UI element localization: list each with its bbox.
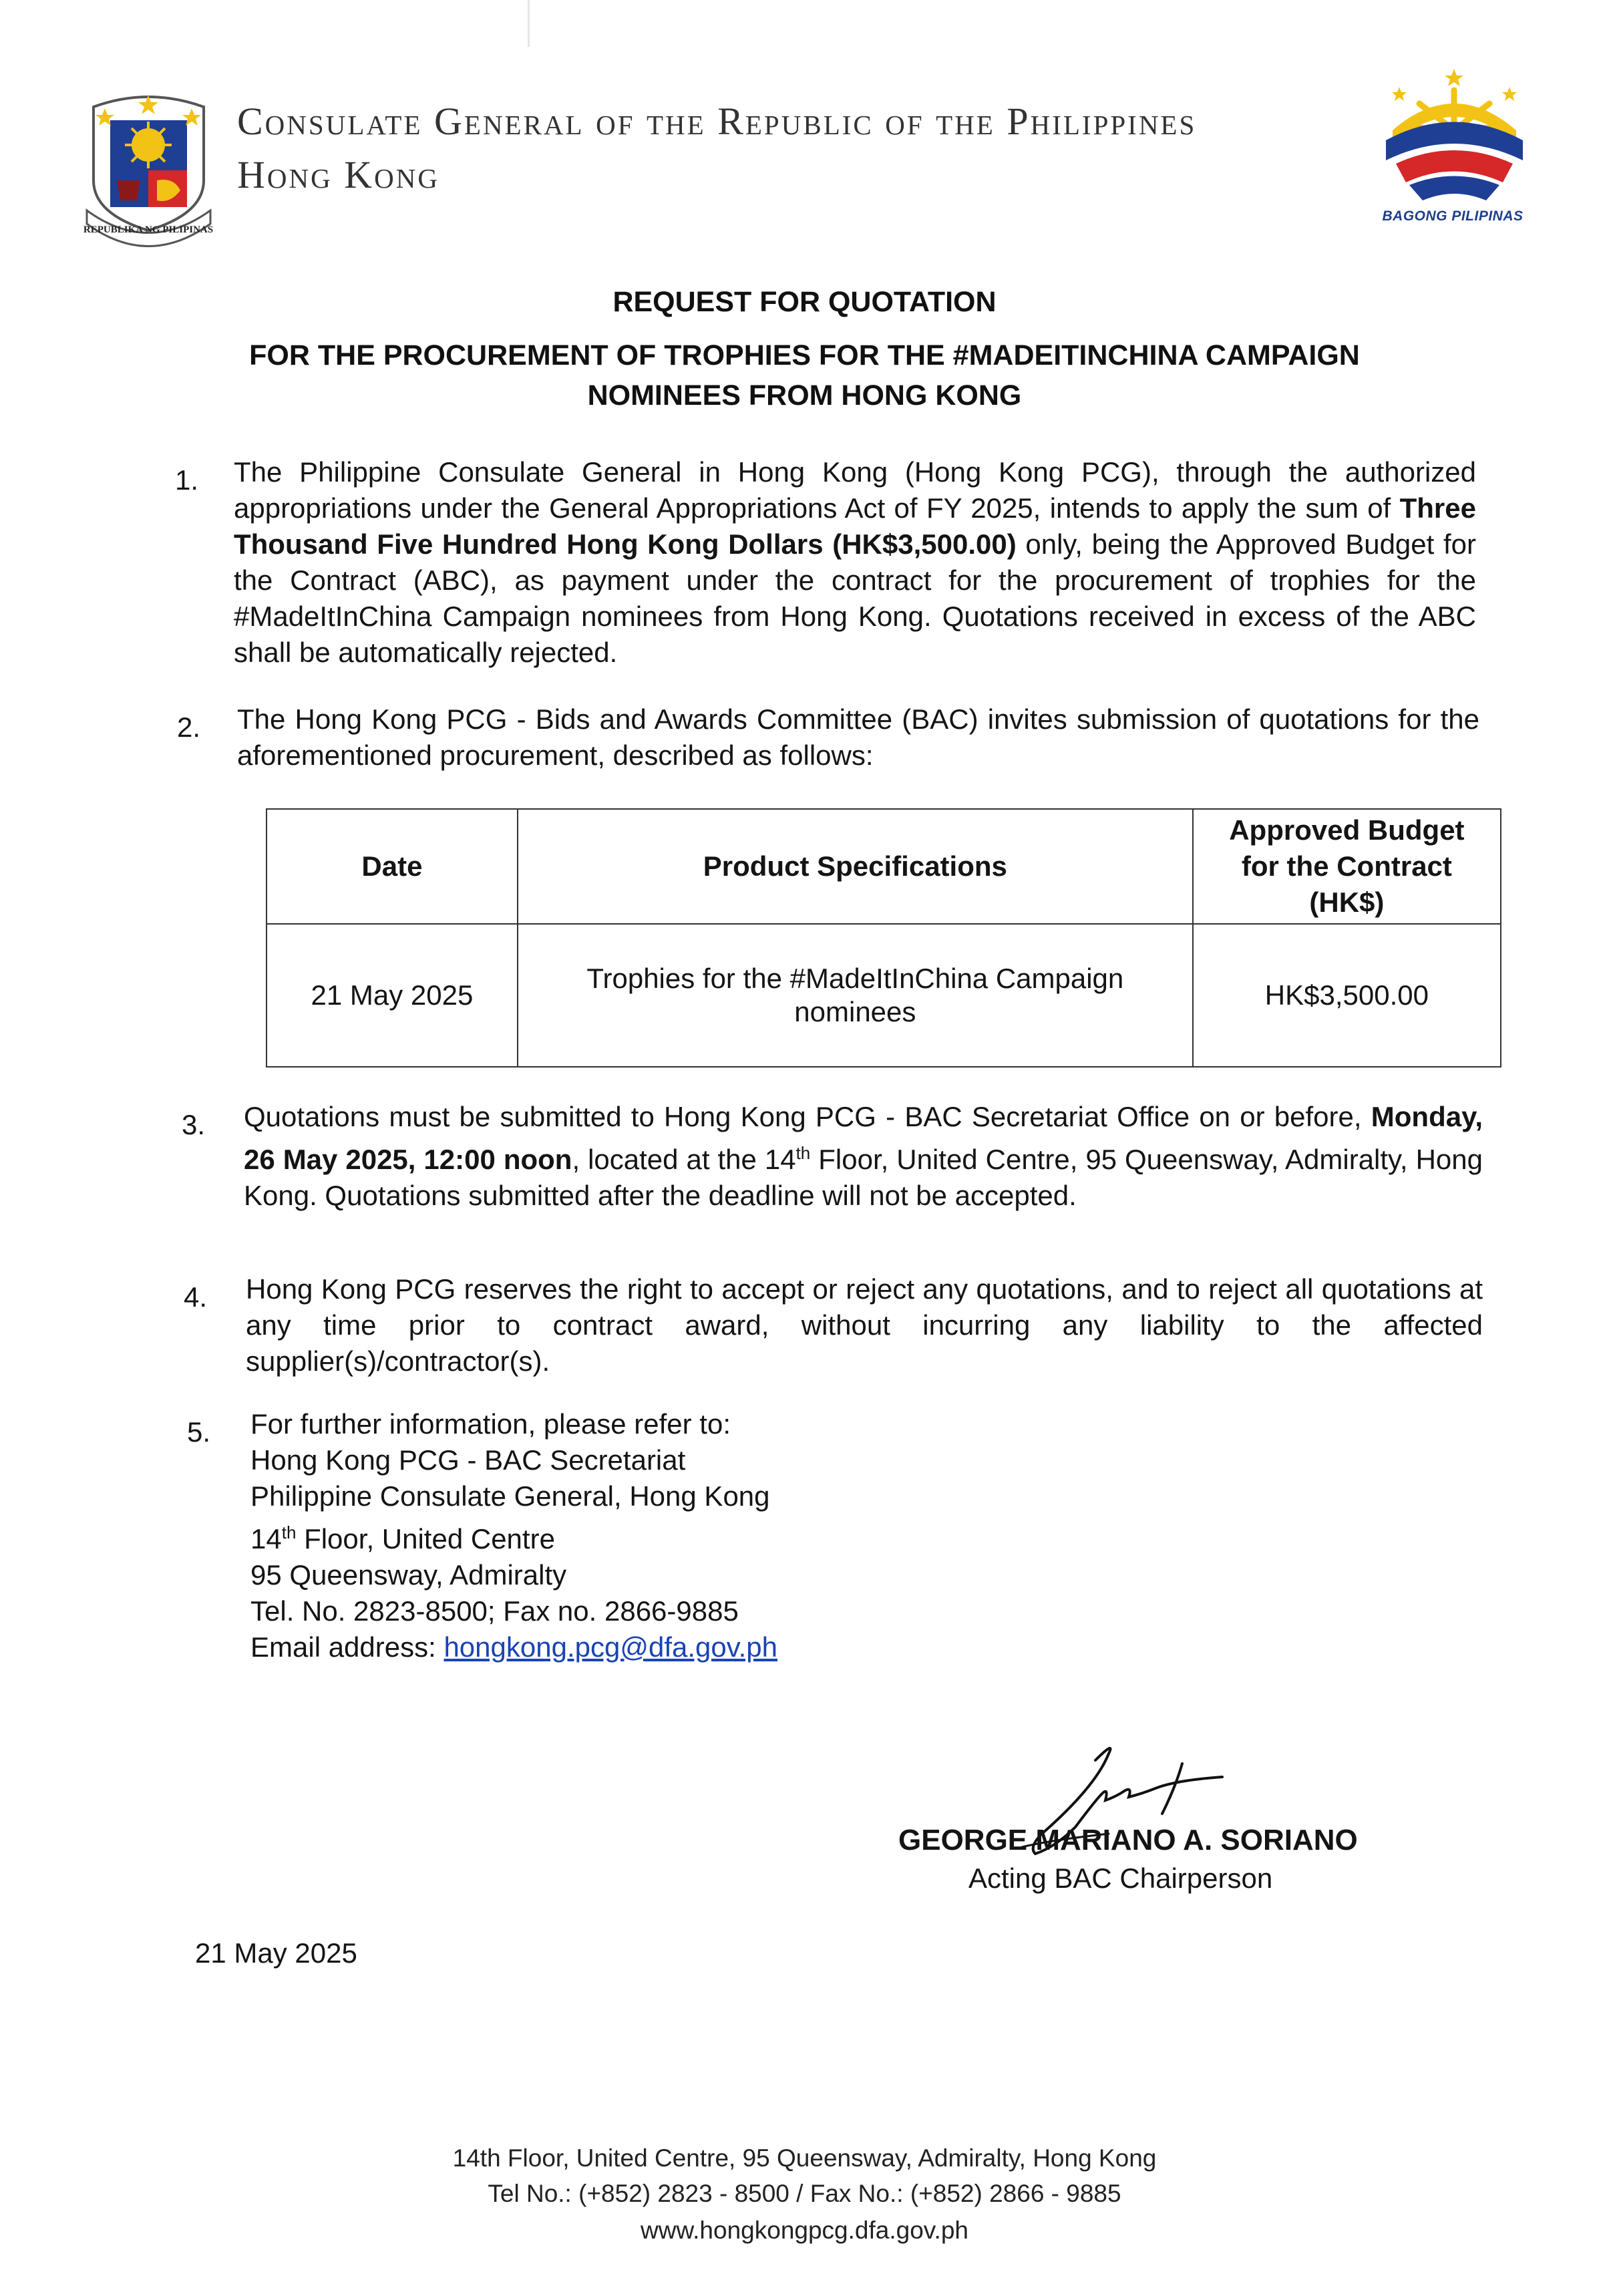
svg-text:REPUBLIKA NG PILIPINAS: REPUBLIKA NG PILIPINAS [83, 224, 214, 235]
bagong-pilipinas-logo-icon [1379, 63, 1530, 207]
paper-fold-mark [528, 0, 530, 47]
item-3-number: 3. [182, 1109, 206, 1140]
contact-phone-fax: Tel. No. 2823-8500; Fax no. 2866-9885 [250, 1595, 739, 1627]
item-1-paragraph [234, 454, 1476, 671]
consulate-city: Hong Kong [237, 153, 439, 196]
item-1-text-a: The Philippine Consulate General in Hong Kong (Hong Kong PCG), through the authorized appropriations under the General Appropriations Act of FY 2025, intends to apply the sum of [234, 456, 1476, 524]
cell-date: 21 May 2025 [266, 924, 518, 1067]
contact-street: 95 Queensway, Admiralty [250, 1559, 567, 1591]
cell-product-spec [518, 924, 1193, 1067]
item-3-text-b: , located at the 14 [572, 1144, 796, 1175]
item-1-number: 1. [175, 464, 199, 496]
header-product-specifications: Product Specifications [518, 809, 1193, 924]
header-date: Date [266, 809, 518, 924]
consulate-name: Consulate General of the Republic of the Philippines [237, 100, 1197, 143]
philippine-seal-icon [77, 80, 220, 247]
contact-floor-superscript: th [281, 1522, 297, 1542]
item-5-number: 5. [187, 1416, 211, 1448]
contact-block [250, 1406, 777, 1665]
contact-floor-number: 14 [250, 1523, 282, 1554]
cell-product-spec-text: Trophies for the #MadeItInChina Campaign nominees [586, 963, 1124, 1027]
bagong-pilipinas-label: BAGONG PILIPINAS [1382, 208, 1524, 224]
signatory-title: Acting BAC Chairperson [968, 1862, 1273, 1894]
header-approved-budget-text: Approved Budget for the Contract (HK$) [1229, 814, 1465, 918]
item-3-text-c: Floor, United Centre, 95 Queensway, Admiralty, Hong Kong. Quotations submitted after the deadline will not be accepted. [244, 1144, 1483, 1211]
contact-office: Hong Kong PCG - BAC Secretariat [250, 1444, 686, 1476]
contact-email-label: Email address: [250, 1631, 444, 1663]
item-1-text-b: only, being the Approved Budget for the Contract (ABC), as payment under the contract for the procurement of trophies for the #MadeItInChina Campaign nominees from Hong Kong. Quotations received in excess of the ABC shall be automatically rejected. [234, 528, 1476, 668]
item-4-paragraph: Hong Kong PCG reserves the right to accept or reject any quotations, and to reject all quotations at any time prior to contract award, without incurring any liability to the affected supplier(s)/contractor(s). [246, 1273, 1483, 1377]
contact-organization: Philippine Consulate General, Hong Kong [250, 1480, 770, 1512]
header-approved-budget [1193, 809, 1501, 924]
contact-email-link[interactable]: hongkong.pcg@dfa.gov.ph [443, 1631, 778, 1663]
document-date: 21 May 2025 [195, 1937, 357, 1969]
item-2-paragraph: The Hong Kong PCG - Bids and Awards Committee (BAC) invites submission of quotations for the aforementioned procurement, described as follows: [237, 703, 1479, 771]
item-3-text-a: Quotations must be submitted to Hong Kong PCG - BAC Secretariat Office on or before, [244, 1101, 1371, 1132]
procurement-table [266, 808, 1501, 1068]
contact-floor-building: Floor, United Centre [296, 1523, 555, 1554]
item-4-number: 4. [184, 1281, 208, 1313]
contact-intro: For further information, please refer to: [250, 1408, 731, 1440]
footer-phone-fax: Tel No.: (+852) 2823 - 8500 / Fax No.: (+852) 2866 - 9885 [488, 2180, 1121, 2207]
item-3-superscript: th [795, 1143, 811, 1163]
table-header-row [266, 809, 1501, 924]
table-row [266, 924, 1501, 1067]
item-3-paragraph [244, 1099, 1483, 1214]
item-3-bold-deadline: Monday, 26 May 2025, 12:00 noon [244, 1101, 1483, 1175]
document-subtitle-line1: FOR THE PROCUREMENT OF TROPHIES FOR THE #MADEITINCHINA CAMPAIGN [249, 339, 1360, 371]
document-title: REQUEST FOR QUOTATION [612, 286, 997, 318]
cell-approved-budget: HK$3,500.00 [1193, 924, 1501, 1067]
contact-floor [250, 1514, 777, 1557]
item-1-bold-amount: Three Thousand Five Hundred Hong Kong Dollars (HK$3,500.00) [234, 492, 1476, 560]
document-subtitle-line2: NOMINEES FROM HONG KONG [587, 379, 1022, 412]
item-2-number: 2. [177, 711, 201, 743]
contact-email-line [250, 1629, 777, 1665]
signatory-name: GEORGE MARIANO A. SORIANO [898, 1824, 1358, 1856]
footer-website[interactable]: www.hongkongpcg.dfa.gov.ph [641, 2217, 968, 2244]
footer-address: 14th Floor, United Centre, 95 Queensway, Admiralty, Hong Kong [452, 2144, 1157, 2172]
